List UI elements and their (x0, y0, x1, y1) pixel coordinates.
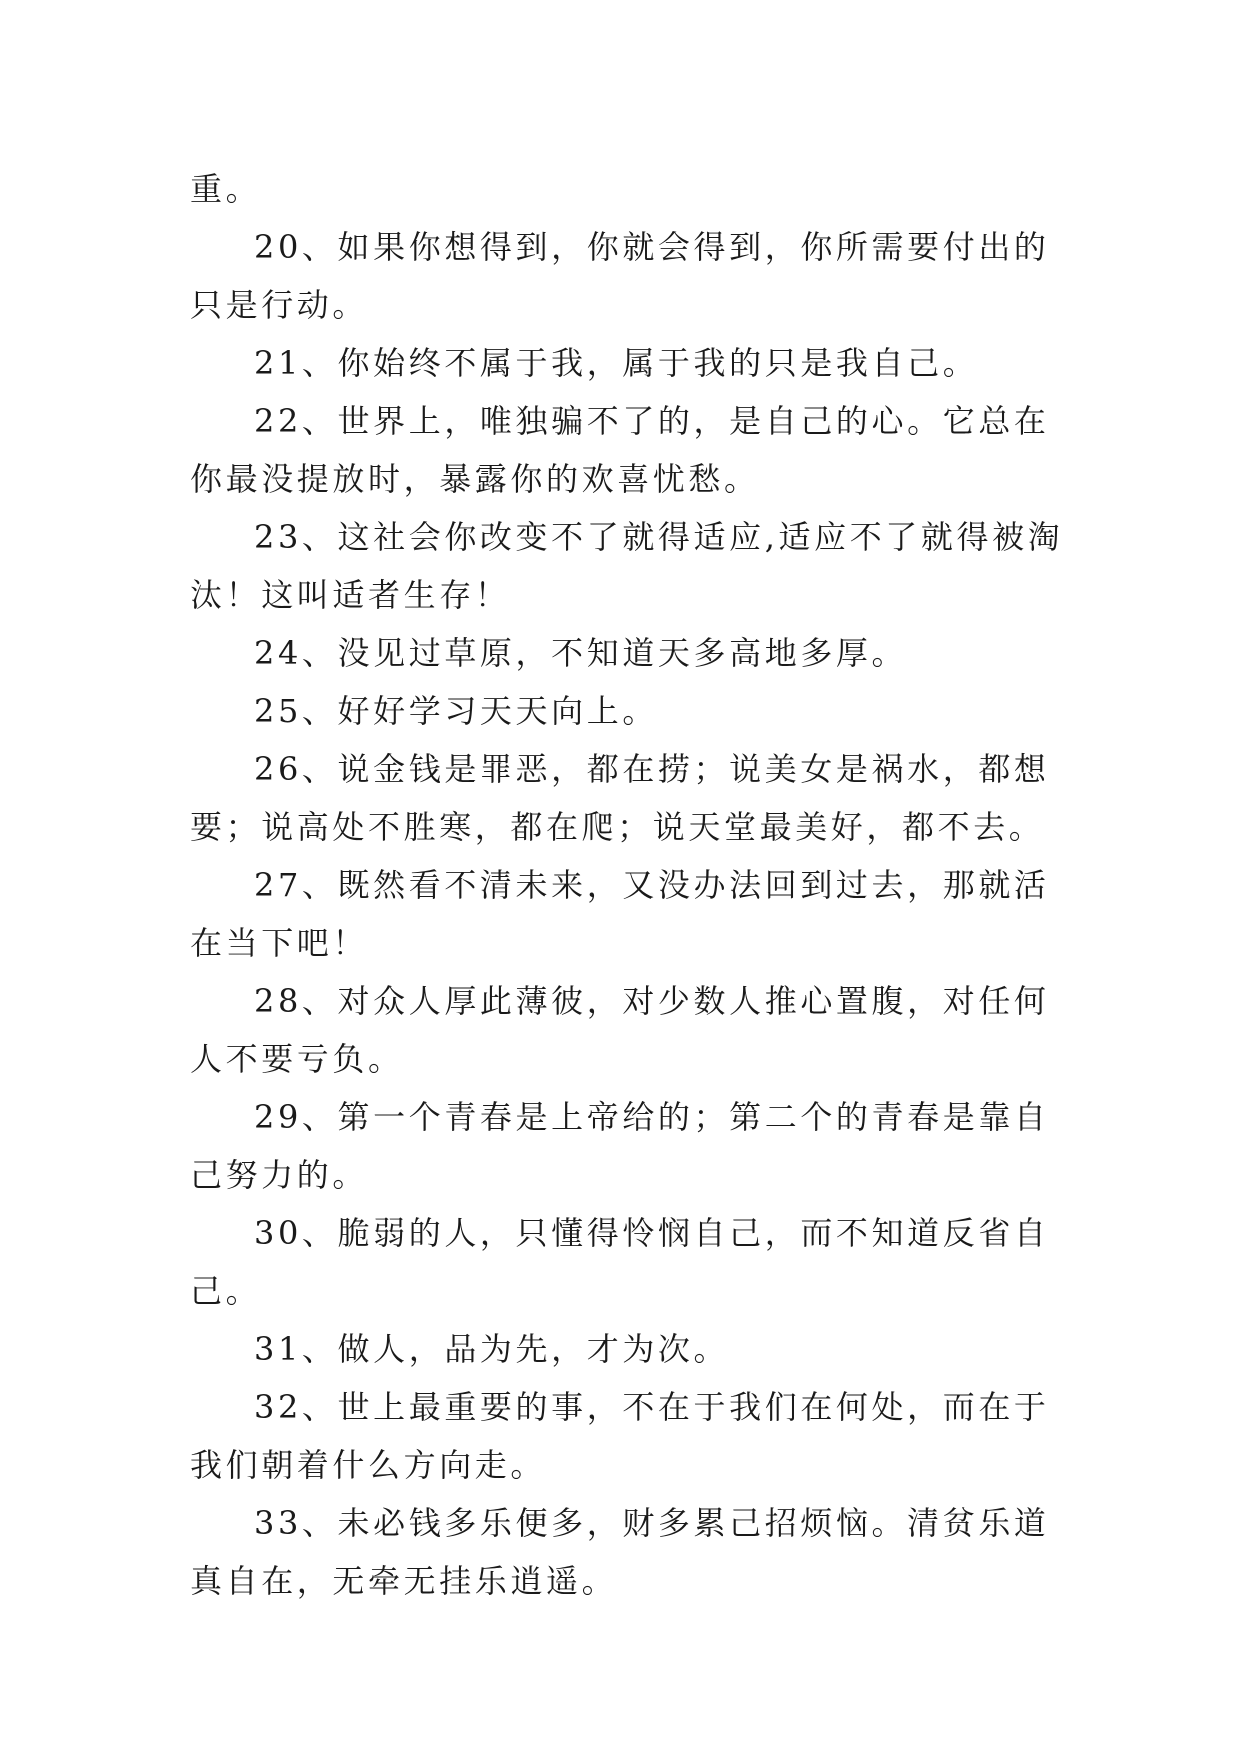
document-body (190, 160, 1070, 1610)
paragraph-25: 25、好好学习天天向上。 (254, 692, 658, 730)
paragraph-28: 28、对众人厚此薄彼，对少数人推心置腹，对任何人不要亏负。 (190, 982, 1050, 1078)
paragraph-20: 20、如果你想得到，你就会得到，你所需要付出的只是行动。 (190, 228, 1050, 324)
paragraph-29: 29、第一个青春是上帝给的；第二个的青春是靠自己努力的。 (190, 1098, 1050, 1194)
paragraph-24: 24、没见过草原，不知道天多高地多厚。 (254, 634, 908, 672)
paragraph-30: 30、脆弱的人，只懂得怜悯自己，而不知道反省自己。 (190, 1214, 1050, 1310)
paragraph-33: 33、未必钱多乐便多，财多累己招烦恼。清贫乐道真自在，无牵无挂乐逍遥。 (190, 1504, 1050, 1600)
paragraph-32: 32、世上最重要的事，不在于我们在何处，而在于我们朝着什么方向走。 (190, 1388, 1050, 1484)
paragraph-22: 22、世界上，唯独骗不了的，是自己的心。它总在你最没提放时，暴露你的欢喜忧愁。 (190, 402, 1050, 498)
paragraph-23: 23、这社会你改变不了就得适应,适应不了就得被淘汰！这叫适者生存！ (190, 518, 1064, 614)
paragraph-26: 26、说金钱是罪恶，都在捞；说美女是祸水，都想要；说高处不胜寒，都在爬；说天堂最美好，都不去。 (190, 750, 1050, 846)
paragraph-31: 31、做人，品为先，才为次。 (254, 1330, 730, 1368)
paragraph-continuation: 重。 (190, 170, 262, 208)
paragraph-27: 27、既然看不清未来，又没办法回到过去，那就活在当下吧！ (190, 866, 1050, 962)
paragraph-21: 21、你始终不属于我，属于我的只是我自己。 (254, 344, 979, 382)
